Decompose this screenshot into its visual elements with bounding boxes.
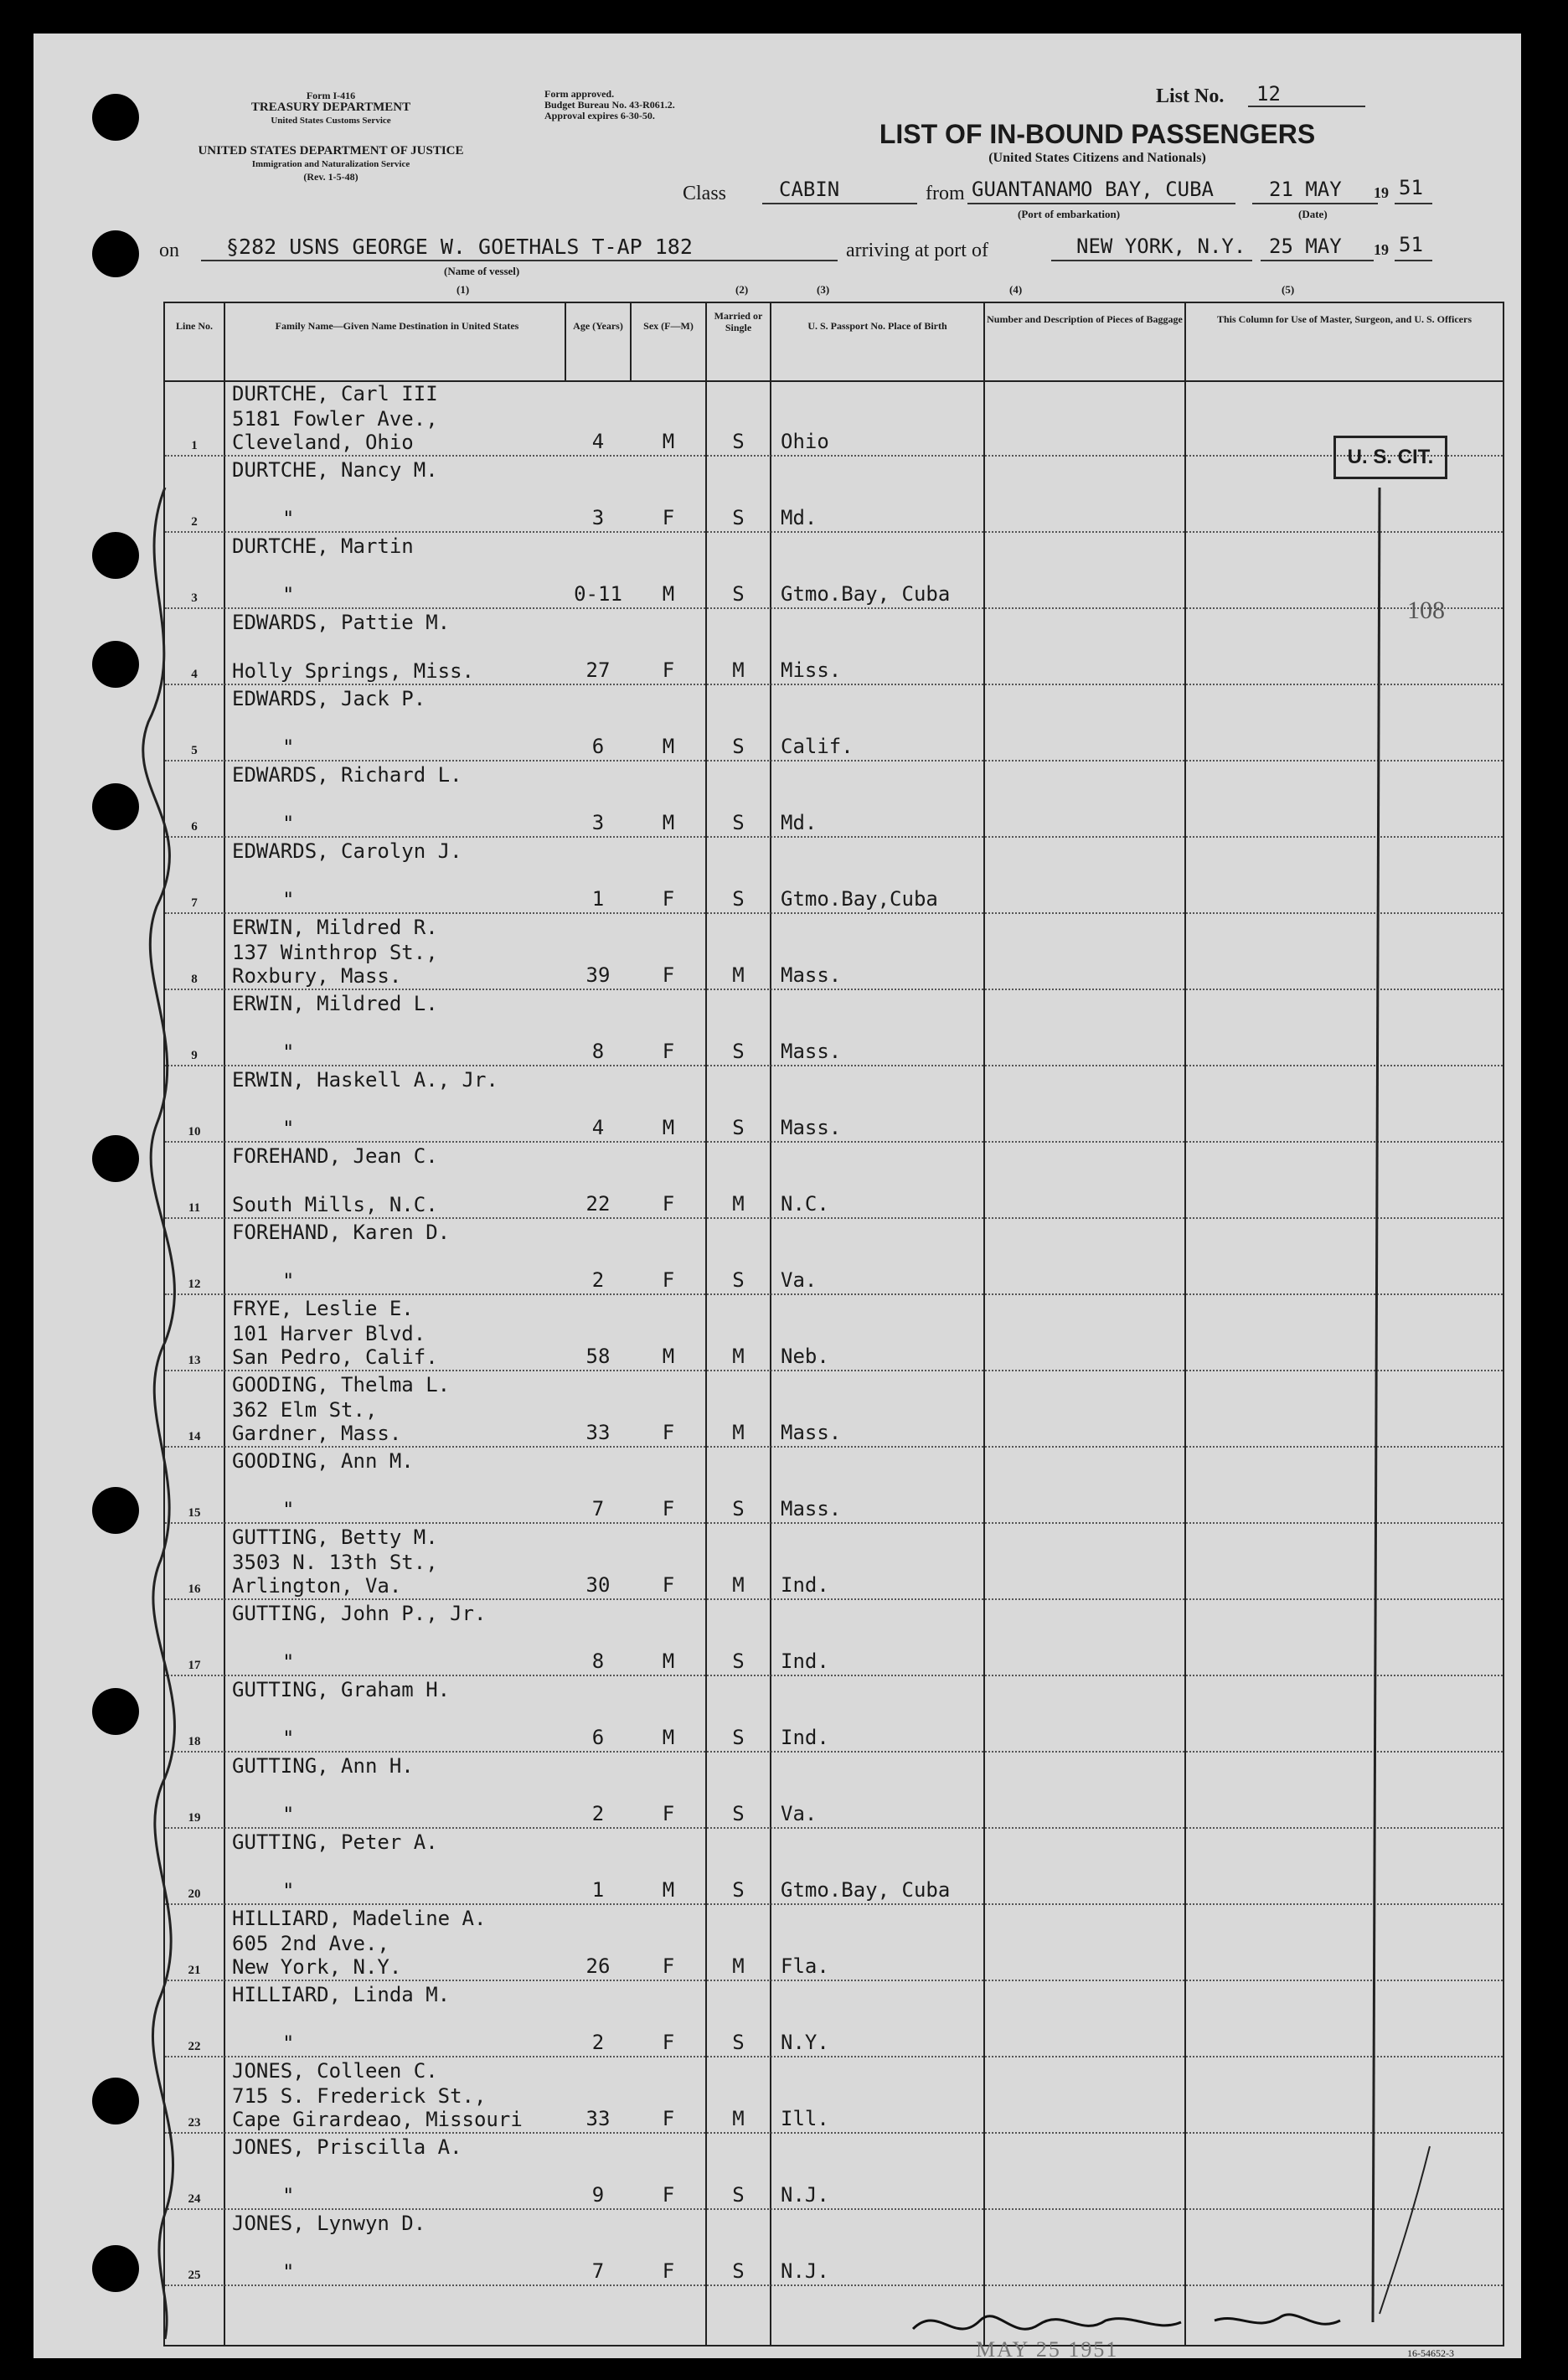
destination: " xyxy=(282,736,295,759)
passenger-name: GUTTING, Ann H. xyxy=(232,1754,414,1778)
destination: " xyxy=(282,888,295,911)
age: 2 xyxy=(591,2031,605,2054)
marital-status: S xyxy=(732,1116,745,1139)
ins-service: Immigration and Naturalization Service xyxy=(251,159,410,169)
from-label: from xyxy=(926,183,965,204)
passenger-name: GUTTING, Peter A. xyxy=(232,1830,438,1854)
age: 6 xyxy=(591,735,605,758)
sex: F xyxy=(662,887,675,911)
passenger-name: EDWARDS, Richard L. xyxy=(232,763,462,787)
sex: M xyxy=(662,1116,675,1139)
destination: South Mills, N.C. xyxy=(232,1193,438,1216)
year-2: 51 xyxy=(1399,233,1423,256)
passenger-name: DURTCHE, Carl III xyxy=(232,382,438,405)
arrival-date: 25 MAY xyxy=(1269,235,1342,258)
destination: " xyxy=(282,2260,295,2284)
treasury-dept: TREASURY DEPARTMENT xyxy=(250,101,411,114)
line-number: 19 xyxy=(188,1811,201,1825)
form-subtitle: (United States Citizens and Nationals) xyxy=(988,151,1206,165)
list-no-value: 12 xyxy=(1256,82,1281,106)
line-number: 8 xyxy=(191,973,198,986)
place-of-birth: Ind. xyxy=(781,1573,829,1597)
destination: " xyxy=(282,1650,295,1674)
list-no-label: List No. xyxy=(1156,85,1225,107)
age: 4 xyxy=(591,430,605,453)
age: 33 xyxy=(585,1421,611,1444)
destination: San Pedro, Calif. xyxy=(232,1345,438,1369)
passenger-name: ERWIN, Mildred R. xyxy=(232,916,438,939)
line-number: 15 xyxy=(188,1506,201,1520)
marital-status: S xyxy=(732,1497,745,1520)
passenger-name: FRYE, Leslie E. xyxy=(232,1297,414,1320)
place-of-birth: Va. xyxy=(781,1268,818,1292)
line-number: 3 xyxy=(191,591,198,605)
age: 3 xyxy=(591,506,605,529)
destination: " xyxy=(282,1803,295,1826)
age: 2 xyxy=(591,1802,605,1825)
date-caption: (Date) xyxy=(1298,208,1328,220)
place-of-birth: Calif. xyxy=(781,735,854,758)
marital-status: S xyxy=(732,1268,745,1292)
marital-status: M xyxy=(732,2107,745,2130)
place-of-birth: Va. xyxy=(781,1802,818,1825)
passenger-name: EDWARDS, Pattie M. xyxy=(232,611,451,634)
destination: " xyxy=(282,2032,295,2055)
destination: " xyxy=(282,583,295,607)
marital-status: M xyxy=(732,963,745,987)
passenger-name: HILLIARD, Madeline A. xyxy=(232,1907,487,1930)
marital-status: S xyxy=(732,1649,745,1673)
arriving-label: arriving at port of xyxy=(846,240,988,261)
margin-mark: 108 xyxy=(1407,596,1445,624)
table-row xyxy=(165,380,1503,457)
destination: Gardner, Mass. xyxy=(232,1422,402,1445)
marital-status: S xyxy=(732,1878,745,1902)
approval-3: Approval expires 6-30-50. xyxy=(544,110,655,121)
age: 8 xyxy=(591,1040,605,1063)
sex: M xyxy=(662,1726,675,1749)
marital-status: S xyxy=(732,1802,745,1825)
place-of-birth: Ohio xyxy=(781,430,829,453)
marital-status: S xyxy=(732,2259,745,2283)
destination: Holly Springs, Miss. xyxy=(232,659,474,683)
passenger-name: JONES, Colleen C. xyxy=(232,2059,438,2083)
address-line: 362 Elm St., xyxy=(232,1398,378,1422)
destination: New York, N.Y. xyxy=(232,1955,402,1979)
age: 9 xyxy=(591,2183,605,2207)
marital-status: M xyxy=(732,1345,745,1368)
age: 22 xyxy=(585,1192,611,1216)
class-label: Class xyxy=(683,183,727,204)
address-line: 3503 N. 13th St., xyxy=(232,1551,438,1574)
age: 39 xyxy=(585,963,611,987)
sex: M xyxy=(662,582,675,606)
sex: F xyxy=(662,1954,675,1978)
place-of-birth: Ind. xyxy=(781,1726,829,1749)
address-line: 5181 Fowler Ave., xyxy=(232,407,438,431)
sex: F xyxy=(662,2183,675,2207)
approval-1: Form approved. xyxy=(544,88,615,100)
marital-status: M xyxy=(732,1421,745,1444)
age: 7 xyxy=(591,1497,605,1520)
age: 30 xyxy=(585,1573,611,1597)
place-of-birth: Gtmo.Bay, Cuba xyxy=(781,582,951,606)
marital-status: M xyxy=(732,1954,745,1978)
destination: " xyxy=(282,1040,295,1064)
sex: F xyxy=(662,2107,675,2130)
line-number: 16 xyxy=(188,1582,201,1596)
age: 1 xyxy=(591,1878,605,1902)
col-passport: U. S. Passport No. Place of Birth xyxy=(807,320,947,332)
destination: Cleveland, Ohio xyxy=(232,431,414,454)
place-of-birth: N.J. xyxy=(781,2259,829,2283)
place-of-birth: Md. xyxy=(781,811,818,834)
destination: " xyxy=(282,1117,295,1140)
sex: F xyxy=(662,1573,675,1597)
age: 26 xyxy=(585,1954,611,1978)
passenger-name: JONES, Lynwyn D. xyxy=(232,2212,426,2235)
vessel-name: §282 USNS GEORGE W. GOETHALS T-AP 182 xyxy=(226,235,693,259)
place-of-birth: Gtmo.Bay, Cuba xyxy=(781,1878,951,1902)
col-marker-3: (3) xyxy=(817,283,830,296)
marital-status: S xyxy=(732,2031,745,2054)
inspector-signature xyxy=(905,2295,1357,2354)
destination: " xyxy=(282,1498,295,1521)
place-of-birth: N.C. xyxy=(781,1192,829,1216)
age: 0-11 xyxy=(574,582,622,606)
year-1: 51 xyxy=(1399,176,1423,199)
passenger-name: ERWIN, Haskell A., Jr. xyxy=(232,1068,498,1092)
line-number: 18 xyxy=(188,1735,201,1748)
sex: F xyxy=(662,1421,675,1444)
place-of-birth: Mass. xyxy=(781,1116,842,1139)
sex: F xyxy=(662,658,675,682)
line-number: 2 xyxy=(191,515,198,529)
sex: F xyxy=(662,1497,675,1520)
age: 2 xyxy=(591,1268,605,1292)
passenger-name: GOODING, Thelma L. xyxy=(232,1373,451,1397)
line-number: 5 xyxy=(191,744,198,757)
passenger-name: DURTCHE, Nancy M. xyxy=(232,458,438,482)
place-of-birth: Mass. xyxy=(781,1040,842,1063)
place-of-birth: Md. xyxy=(781,506,818,529)
class-value: CABIN xyxy=(779,178,840,201)
place-of-birth: Fla. xyxy=(781,1954,829,1978)
destination: Arlington, Va. xyxy=(232,1574,402,1598)
sex: M xyxy=(662,1345,675,1368)
passenger-name: GUTTING, Betty M. xyxy=(232,1526,438,1549)
customs-service: United States Customs Service xyxy=(271,116,391,126)
year-prefix-2: 19 xyxy=(1374,241,1389,258)
passenger-table xyxy=(163,302,1504,2346)
destination: " xyxy=(282,812,295,835)
sex: F xyxy=(662,1040,675,1063)
marital-status: S xyxy=(732,735,745,758)
line-number: 20 xyxy=(188,1887,201,1901)
us-citizen-stamp: U. S. CIT. xyxy=(1333,436,1447,479)
col-sex: Sex (F—M) xyxy=(643,320,694,332)
passenger-name: GOODING, Ann M. xyxy=(232,1449,414,1473)
sex: M xyxy=(662,1649,675,1673)
sex: F xyxy=(662,1192,675,1216)
justice-dept: UNITED STATES DEPARTMENT OF JUSTICE xyxy=(198,144,464,157)
destination: " xyxy=(282,507,295,530)
line-number: 25 xyxy=(188,2269,201,2282)
marital-status: M xyxy=(732,1573,745,1597)
revision: (Rev. 1-5-48) xyxy=(303,171,358,183)
line-number: 23 xyxy=(188,2116,201,2130)
line-number: 17 xyxy=(188,1659,201,1672)
arrival-port: NEW YORK, N.Y. xyxy=(1076,235,1246,258)
marital-status: S xyxy=(732,1726,745,1749)
officer-check-line xyxy=(1254,471,1463,2347)
col-name: Family Name—Given Name Destination in United States xyxy=(275,320,519,332)
marital-status: S xyxy=(732,887,745,911)
col-marker-1: (1) xyxy=(456,283,470,296)
col-marker-2: (2) xyxy=(735,283,749,296)
line-number: 24 xyxy=(188,2192,201,2206)
place-of-birth: Mass. xyxy=(781,1497,842,1520)
sex: F xyxy=(662,1268,675,1292)
line-number: 14 xyxy=(188,1430,201,1443)
sex: F xyxy=(662,1802,675,1825)
line-number: 4 xyxy=(191,668,198,681)
col-officers: This Column for Use of Master, Surgeon, and U. S. Officers xyxy=(1216,313,1472,325)
marital-status: S xyxy=(732,430,745,453)
place-of-birth: N.Y. xyxy=(781,2031,829,2054)
col-marker-4: (4) xyxy=(1009,283,1023,296)
destination: Cape Girardeao, Missouri xyxy=(232,2108,523,2131)
passenger-name: EDWARDS, Carolyn J. xyxy=(232,839,462,863)
approval-2: Budget Bureau No. 43-R061.2. xyxy=(544,99,675,111)
destination: " xyxy=(282,2184,295,2207)
destination: " xyxy=(282,1879,295,1902)
place-of-birth: Ill. xyxy=(781,2107,829,2130)
marital-status: M xyxy=(732,658,745,682)
col-baggage: Number and Description of Pieces of Baggage xyxy=(987,313,1183,325)
destination: Roxbury, Mass. xyxy=(232,964,402,988)
col-married: Married or Single xyxy=(714,310,763,333)
passenger-name: GUTTING, John P., Jr. xyxy=(232,1602,487,1625)
sex: F xyxy=(662,506,675,529)
address-line: 101 Harver Blvd. xyxy=(232,1322,426,1345)
sex: M xyxy=(662,1878,675,1902)
col-marker-5: (5) xyxy=(1282,283,1295,296)
passenger-name: FOREHAND, Jean C. xyxy=(232,1144,438,1168)
embarkation-date: 21 MAY xyxy=(1269,178,1342,201)
passenger-name: HILLIARD, Linda M. xyxy=(232,1983,451,2006)
place-of-birth: Mass. xyxy=(781,963,842,987)
col-age: Age (Years) xyxy=(573,320,623,332)
sex: F xyxy=(662,963,675,987)
passenger-name: EDWARDS, Jack P. xyxy=(232,687,426,710)
form-title: LIST OF IN-BOUND PASSENGERS xyxy=(879,119,1316,149)
sex: F xyxy=(662,2259,675,2283)
passenger-name: JONES, Priscilla A. xyxy=(232,2135,462,2159)
passenger-name: FOREHAND, Karen D. xyxy=(232,1221,451,1244)
marital-status: S xyxy=(732,582,745,606)
place-of-birth: Gtmo.Bay,Cuba xyxy=(781,887,938,911)
line-number: 13 xyxy=(188,1354,201,1367)
sex: M xyxy=(662,811,675,834)
checkmarks-margin xyxy=(115,471,257,2347)
date-stamp: MAY 25 1951 xyxy=(976,2337,1119,2362)
form-number: Form I-416 xyxy=(306,90,356,101)
destination: " xyxy=(282,1269,295,1293)
destination: " xyxy=(282,1727,295,1750)
passenger-name: GUTTING, Graham H. xyxy=(232,1678,451,1701)
place-of-birth: N.J. xyxy=(781,2183,829,2207)
age: 33 xyxy=(585,2107,611,2130)
place-of-birth: Miss. xyxy=(781,658,842,682)
marital-status: S xyxy=(732,1040,745,1063)
age: 4 xyxy=(591,1116,605,1139)
line-number: 1 xyxy=(191,439,198,452)
age: 27 xyxy=(585,658,611,682)
embarkation-port: GUANTANAMO BAY, CUBA xyxy=(972,178,1214,201)
year-prefix-1: 19 xyxy=(1374,184,1389,201)
marital-status: S xyxy=(732,2183,745,2207)
punch-hole xyxy=(92,230,139,277)
form-code: 16-54652-3 xyxy=(1407,2347,1454,2359)
passenger-name: ERWIN, Mildred L. xyxy=(232,992,438,1015)
vessel-caption: (Name of vessel) xyxy=(444,265,520,277)
line-number: 11 xyxy=(188,1201,201,1215)
place-of-birth: Mass. xyxy=(781,1421,842,1444)
line-number: 22 xyxy=(188,2040,201,2053)
line-number: 7 xyxy=(191,896,198,910)
address-line: 715 S. Frederick St., xyxy=(232,2084,487,2108)
marital-status: M xyxy=(732,1192,745,1216)
age: 3 xyxy=(591,811,605,834)
age: 7 xyxy=(591,2259,605,2283)
place-of-birth: Ind. xyxy=(781,1649,829,1673)
age: 1 xyxy=(591,887,605,911)
age: 8 xyxy=(591,1649,605,1673)
punch-hole xyxy=(92,94,139,141)
on-label: on xyxy=(159,240,179,261)
place-of-birth: Neb. xyxy=(781,1345,829,1368)
address-line: 137 Winthrop St., xyxy=(232,941,438,964)
marital-status: S xyxy=(732,506,745,529)
address-line: 605 2nd Ave., xyxy=(232,1932,389,1955)
sex: F xyxy=(662,2031,675,2054)
line-number: 12 xyxy=(188,1278,201,1291)
col-line-no: Line No. xyxy=(175,320,213,332)
age: 58 xyxy=(585,1345,611,1368)
line-number: 6 xyxy=(191,820,198,834)
line-number: 21 xyxy=(188,1964,201,1977)
line-number: 9 xyxy=(191,1049,198,1062)
line-number: 10 xyxy=(188,1125,201,1138)
manifest-sheet xyxy=(34,34,1521,2362)
age: 6 xyxy=(591,1726,605,1749)
marital-status: S xyxy=(732,811,745,834)
sex: M xyxy=(662,735,675,758)
port-caption: (Port of embarkation) xyxy=(1018,208,1121,220)
passenger-name: DURTCHE, Martin xyxy=(232,534,414,558)
sex: M xyxy=(662,430,675,453)
